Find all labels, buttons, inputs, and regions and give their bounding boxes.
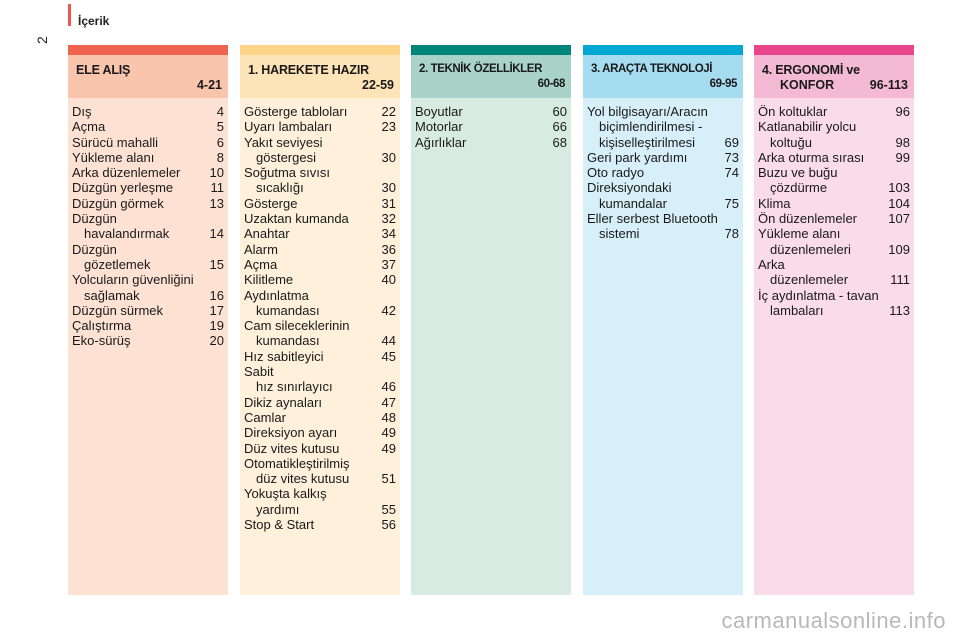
toc-entry-label (758, 257, 848, 288)
toc-entry[interactable] (415, 135, 567, 150)
toc-entry-page: 14 (209, 226, 224, 242)
toc-entry-label-line: Dikiz aynaları (244, 394, 323, 410)
toc-section-aracta-teknoloji (583, 45, 743, 595)
toc-entry-label-line: Otomatikleştirilmiş (244, 455, 350, 471)
toc-entry-label-line: Arka oturma sırası (758, 149, 865, 165)
toc-entry-label-line: Açma (72, 119, 106, 135)
toc-entry-page: 17 (209, 302, 224, 318)
toc-entry-label (244, 288, 320, 319)
toc-entry-label-line: sağlamak (84, 287, 140, 303)
toc-entry-label (587, 165, 644, 180)
toc-entry-page: 22 (381, 104, 396, 119)
toc-entry-label (72, 303, 163, 318)
toc-entry[interactable] (587, 211, 739, 242)
toc-section-teknik-ozellikler (411, 45, 571, 595)
toc-entry[interactable] (244, 318, 396, 349)
toc-entry-label-line: Çalıştırma (72, 318, 132, 334)
page-number: 2 (34, 36, 50, 44)
toc-entry[interactable] (758, 257, 910, 288)
toc-entry-label-line: Anahtar (244, 226, 290, 242)
section-title: 2. TEKNİK ÖZELLİKLER (419, 63, 542, 75)
toc-entry-label-line: Düz vites kutusu (244, 440, 340, 456)
toc-entry[interactable] (244, 257, 396, 272)
toc-entry-label-line: Eller serbest Bluetooth (587, 211, 718, 227)
toc-entry-label-line: Ön koltuklar (758, 104, 828, 119)
toc-entry-label-line: Geri park yardımı (587, 149, 688, 165)
toc-list (754, 98, 914, 318)
toc-entry-label-line: yardımı (256, 501, 300, 517)
section-page-range: 69-95 (709, 78, 737, 90)
toc-entry[interactable] (72, 303, 224, 318)
toc-entry-label-line: kumandası (256, 302, 320, 318)
section-color-strip (583, 45, 743, 55)
section-pages-line (197, 78, 222, 92)
toc-entry-page: 49 (381, 440, 396, 456)
toc-entry-label-line: Aydınlatma (244, 287, 309, 303)
toc-entry-label (244, 441, 339, 456)
toc-entry-page: 30 (381, 180, 396, 196)
toc-entry-label-line: Gösterge (244, 195, 298, 211)
section-color-strip (754, 45, 914, 55)
toc-entry-page: 98 (895, 134, 910, 150)
toc-entry-page: 103 (888, 180, 910, 196)
toc-entry-label-line: Düzgün sürmek (72, 302, 164, 318)
toc-entry-label-line: düzenlemeleri (770, 241, 851, 257)
toc-entry-page: 16 (209, 287, 224, 303)
toc-entry-label-line: Soğutma sıvısı (244, 165, 330, 181)
toc-entry-label-line: Oto radyo (587, 165, 645, 181)
toc-entry[interactable] (587, 150, 739, 165)
toc-entry-label-line: Katlanabilir yolcu (758, 119, 857, 135)
toc-entry-page: 99 (895, 149, 910, 165)
toc-entry-page: 40 (381, 272, 396, 288)
toc-entry-label-line: Gösterge tabloları (244, 104, 348, 119)
toc-entry-label-line: Düzgün görmek (72, 195, 164, 211)
toc-entry-label-line: Direksiyon ayarı (244, 425, 338, 441)
section-color-strip (240, 45, 400, 55)
toc-section-harekete-hazir (240, 45, 400, 595)
toc-entry[interactable] (244, 196, 396, 211)
toc-entry[interactable] (72, 318, 224, 333)
toc-entry-label-line: Dış (72, 104, 92, 119)
toc-entry-page: 66 (552, 119, 567, 135)
section-page-range: 96-113 (869, 78, 908, 92)
toc-entry-page: 20 (209, 333, 224, 349)
toc-entry-page: 30 (381, 149, 396, 165)
toc-entry-label-line: düzenlemeler (770, 272, 849, 288)
toc-entry[interactable] (244, 364, 396, 395)
toc-entry[interactable] (758, 165, 910, 196)
toc-list (583, 98, 743, 242)
toc-entry-label (758, 119, 856, 150)
toc-entry[interactable] (758, 150, 910, 165)
toc-entry-page: 60 (552, 104, 567, 119)
toc-entry-label (244, 456, 349, 487)
toc-entry-label (587, 150, 687, 165)
toc-entry-label (587, 104, 708, 150)
section-header[interactable] (240, 55, 400, 98)
toc-entry[interactable] (244, 456, 396, 487)
toc-entry-label (72, 272, 194, 303)
section-page-range: 60-68 (537, 78, 565, 90)
toc-entry-label (758, 226, 851, 257)
toc-entry-label-line: kişiselleştirilmesi (599, 134, 696, 150)
toc-entry-label-line: Kilitleme (244, 272, 294, 288)
toc-entry-label-line: Stop & Start (244, 517, 315, 533)
toc-entry-label (244, 119, 332, 134)
section-page-range: 4-21 (196, 78, 222, 92)
toc-entry[interactable] (244, 272, 396, 287)
toc-entry-label-line: gözetlemek (84, 256, 151, 272)
toc-entry-page: 13 (209, 195, 224, 211)
toc-entry-label-line: sıcaklığı (256, 180, 304, 196)
toc-entry[interactable] (72, 135, 224, 150)
toc-entry[interactable] (72, 272, 224, 303)
section-pages-line (538, 78, 565, 90)
toc-entry-label (244, 242, 278, 257)
section-body (583, 98, 743, 595)
toc-entry-page: 73 (724, 149, 739, 165)
toc-entry-label-line: Yükleme alanı (72, 149, 155, 165)
section-pages-line (710, 78, 737, 90)
toc-entry[interactable] (244, 410, 396, 425)
toc-entry-page: 46 (381, 379, 396, 395)
section-page-range: 22-59 (362, 78, 394, 92)
toc-entry[interactable] (72, 242, 224, 273)
toc-entry[interactable] (415, 104, 567, 119)
toc-entry-page: 107 (888, 211, 910, 227)
toc-entry-label (758, 104, 827, 119)
toc-entry[interactable] (758, 119, 910, 150)
toc-entry-page: 32 (381, 211, 396, 227)
toc-entry-label (72, 150, 154, 165)
toc-entry[interactable] (758, 226, 910, 257)
toc-entry-label (244, 486, 327, 517)
toc-entry-label-line: Direksiyondaki (587, 180, 672, 196)
toc-entry-label (415, 104, 463, 119)
toc-entry[interactable] (72, 211, 224, 242)
toc-entry[interactable] (244, 517, 396, 532)
toc-entry-label (244, 135, 323, 166)
section-color-strip (68, 45, 228, 55)
toc-entry[interactable] (72, 104, 224, 119)
toc-entry-label-line: kumandalar (599, 195, 667, 211)
toc-entry-label (587, 211, 718, 242)
section-header[interactable] (754, 55, 914, 98)
toc-entry-label-line: göstergesi (256, 149, 316, 165)
toc-entry[interactable] (244, 349, 396, 364)
toc-entry-page: 23 (381, 119, 396, 135)
toc-entry-label (72, 333, 131, 348)
toc-entry[interactable] (758, 288, 910, 319)
toc-entry-label-line: sistemi (599, 226, 640, 242)
toc-entry[interactable] (244, 226, 396, 241)
toc-entry-label (72, 242, 150, 273)
section-title: 1. HAREKETE HAZIR (248, 63, 369, 77)
toc-entry-page: 4 (216, 104, 224, 119)
toc-list (68, 98, 228, 349)
toc-entry-label-line: Yükleme alanı (758, 226, 841, 242)
toc-entry-label-line: Ağırlıklar (415, 134, 467, 150)
toc-entry-label (244, 211, 349, 226)
toc-entry-label-line: Klima (758, 195, 791, 211)
toc-entry-label (587, 180, 672, 211)
toc-entry-label (244, 425, 337, 440)
toc-entry-label (72, 165, 180, 180)
toc-entry-page: 78 (724, 226, 739, 242)
toc-section-ergonomi-konfor (754, 45, 914, 595)
toc-entry-label-line: koltuğu (770, 134, 812, 150)
toc-entry-label-line: Uzaktan kumanda (244, 211, 349, 227)
toc-entry[interactable] (244, 119, 396, 134)
toc-entry-label (758, 196, 791, 211)
toc-entry-page: 55 (381, 501, 396, 517)
section-title: ELE ALIŞ (76, 63, 131, 77)
section-body (754, 98, 914, 595)
watermark: carmanualsonline.info (721, 608, 946, 633)
toc-entry-label-line: hız sınırlayıcı (256, 379, 333, 395)
toc-entry[interactable] (244, 242, 396, 257)
toc-entry-label (244, 318, 349, 349)
toc-entry[interactable] (72, 180, 224, 195)
toc-entry[interactable] (415, 119, 567, 134)
toc-entry-page: 42 (381, 302, 396, 318)
toc-entry-label (72, 211, 169, 242)
toc-entry-label (72, 180, 173, 195)
section-title: 4. ERGONOMİ ve (762, 63, 860, 77)
toc-entry-page: 68 (552, 134, 567, 150)
toc-entry-label-line: Boyutlar (415, 104, 463, 119)
section-title-line2: KONFOR (780, 78, 835, 92)
toc-entry-page: 37 (381, 256, 396, 272)
toc-entry-label-line: Ön düzenlemeler (758, 211, 857, 227)
toc-entry-page: 109 (888, 241, 910, 257)
toc-entry-label (415, 119, 463, 134)
toc-entry-label (244, 104, 347, 119)
toc-list (240, 98, 400, 532)
toc-entry-label-line: Eko-sürüş (72, 333, 131, 349)
toc-list (411, 98, 571, 150)
toc-entry[interactable] (758, 211, 910, 226)
toc-entry-label-line: Düzgün yerleşme (72, 180, 174, 196)
toc-entry[interactable] (72, 150, 224, 165)
toc-entry[interactable] (244, 211, 396, 226)
toc-entry-label-line: Buzu ve buğu (758, 165, 838, 181)
toc-entry-label (244, 165, 330, 196)
toc-entry[interactable] (587, 180, 739, 211)
toc-entry[interactable] (758, 196, 910, 211)
toc-entry-page: 6 (216, 134, 224, 150)
toc-entry[interactable] (72, 333, 224, 348)
toc-entry-page: 49 (381, 425, 396, 441)
toc-entry-label (244, 272, 293, 287)
toc-entry-label-line: kumandası (256, 333, 320, 349)
toc-entry-page: 44 (381, 333, 396, 349)
toc-entry-label (72, 196, 164, 211)
toc-entry-label (244, 257, 277, 272)
toc-entry-label-line: çözdürme (770, 180, 828, 196)
toc-entry-label (758, 165, 838, 196)
toc-entry-page: 104 (888, 195, 910, 211)
toc-entry-label-line: Motorlar (415, 119, 463, 135)
toc-entry-label (758, 211, 857, 226)
toc-entry-label-line: havalandırmak (84, 226, 170, 242)
section-header[interactable] (411, 55, 571, 98)
toc-entry-label-line: Yokuşta kalkış (244, 486, 327, 502)
toc-entry-page: 8 (216, 149, 224, 165)
toc-entry-label-line: Hız sabitleyici (244, 348, 324, 364)
toc-entry-label-line: Camlar (244, 409, 286, 425)
toc-entry-label-line: Düzgün (72, 211, 117, 227)
toc-entry-page: 5 (216, 119, 224, 135)
section-title: 3. ARAÇTA TEKNOLOJİ (591, 63, 713, 75)
toc-entry-label (244, 226, 290, 241)
toc-entry-label-line: Arka (758, 256, 785, 272)
toc-entry-label (244, 410, 286, 425)
toc-entry-label (72, 104, 92, 119)
toc-entry-page: 69 (724, 134, 739, 150)
toc-entry-page: 48 (381, 409, 396, 425)
toc-entry-label (72, 318, 131, 333)
toc-entry[interactable] (244, 441, 396, 456)
toc-entry[interactable] (72, 165, 224, 180)
section-color-strip (411, 45, 571, 55)
toc-entry[interactable] (244, 288, 396, 319)
toc-entry[interactable] (244, 104, 396, 119)
toc-entry-label-line: Alarm (244, 241, 278, 257)
toc-entry-page: 47 (381, 394, 396, 410)
toc-section-ele-alis (68, 45, 228, 595)
toc-entry-label-line: Açma (244, 256, 278, 272)
section-pages-line (780, 78, 908, 92)
toc-entry-label-line: İç aydınlatma - tavan (758, 287, 879, 303)
toc-entry-label-line: Cam sileceklerinin (244, 318, 350, 334)
toc-entry-label (244, 364, 333, 395)
toc-entry-label-line: Uyarı lambaları (244, 119, 333, 135)
toc-entry[interactable] (244, 135, 396, 166)
toc-entry-label-line: Sürücü mahalli (72, 134, 158, 150)
toc-entry-page: 96 (895, 104, 910, 119)
section-pages-line (362, 78, 394, 92)
toc-entry-label (244, 349, 323, 364)
toc-entry-label-line: Arka düzenlemeler (72, 165, 181, 181)
toc-entry-label-line: biçimlendirilmesi - (599, 119, 703, 135)
toc-entry-label (72, 119, 105, 134)
toc-entry-label-line: Sabit (244, 364, 274, 380)
toc-entry-page: 113 (889, 302, 910, 318)
toc-entry-label-line: Yol bilgisayarı/Aracın (587, 104, 708, 119)
toc-entry-label (244, 196, 297, 211)
toc-entry[interactable] (587, 165, 739, 180)
toc-entry-label-line: Yolcuların güvenliğini (72, 272, 194, 288)
toc-entry-label-line: Düzgün (72, 241, 117, 257)
toc-entry-page: 31 (381, 195, 396, 211)
toc-entry-label (244, 517, 314, 532)
toc-entry-label (72, 135, 158, 150)
toc-entry[interactable] (244, 165, 396, 196)
toc-entry-page: 10 (209, 165, 224, 181)
toc-entry[interactable] (758, 104, 910, 119)
toc-entry-page: 111 (890, 272, 910, 288)
toc-entry-label (415, 135, 466, 150)
toc-entry-page: 34 (381, 226, 396, 242)
section-body (240, 98, 400, 595)
toc-entry-page: 75 (724, 195, 739, 211)
toc-entry-label (244, 395, 322, 410)
toc-entry-label-line: lambaları (770, 302, 824, 318)
toc-entry-label-line: düz vites kutusu (256, 471, 350, 487)
header-accent-rule (68, 4, 71, 26)
toc-entry-page: 36 (381, 241, 396, 257)
toc-entry[interactable] (244, 486, 396, 517)
toc-entry-page: 74 (724, 165, 739, 181)
toc-entry[interactable] (72, 119, 224, 134)
toc-entry[interactable] (244, 395, 396, 410)
toc-entry-page: 11 (210, 180, 224, 196)
toc-entry-page: 45 (381, 348, 396, 364)
toc-entry[interactable] (72, 196, 224, 211)
toc-entry-label-line: Yakıt seviyesi (244, 134, 323, 150)
toc-entry[interactable] (244, 425, 396, 440)
page-title: İçerik (78, 14, 110, 28)
toc-entry-page: 56 (381, 517, 396, 533)
section-body (411, 98, 571, 595)
toc-entry-page: 19 (209, 318, 224, 334)
toc-entry-label (758, 150, 864, 165)
section-header[interactable] (68, 55, 228, 98)
toc-entry[interactable] (587, 104, 739, 150)
toc-entry-label (758, 288, 879, 319)
section-body (68, 98, 228, 595)
toc-entry-page: 51 (381, 471, 396, 487)
section-header[interactable] (583, 55, 743, 98)
toc-entry-page: 15 (209, 256, 224, 272)
